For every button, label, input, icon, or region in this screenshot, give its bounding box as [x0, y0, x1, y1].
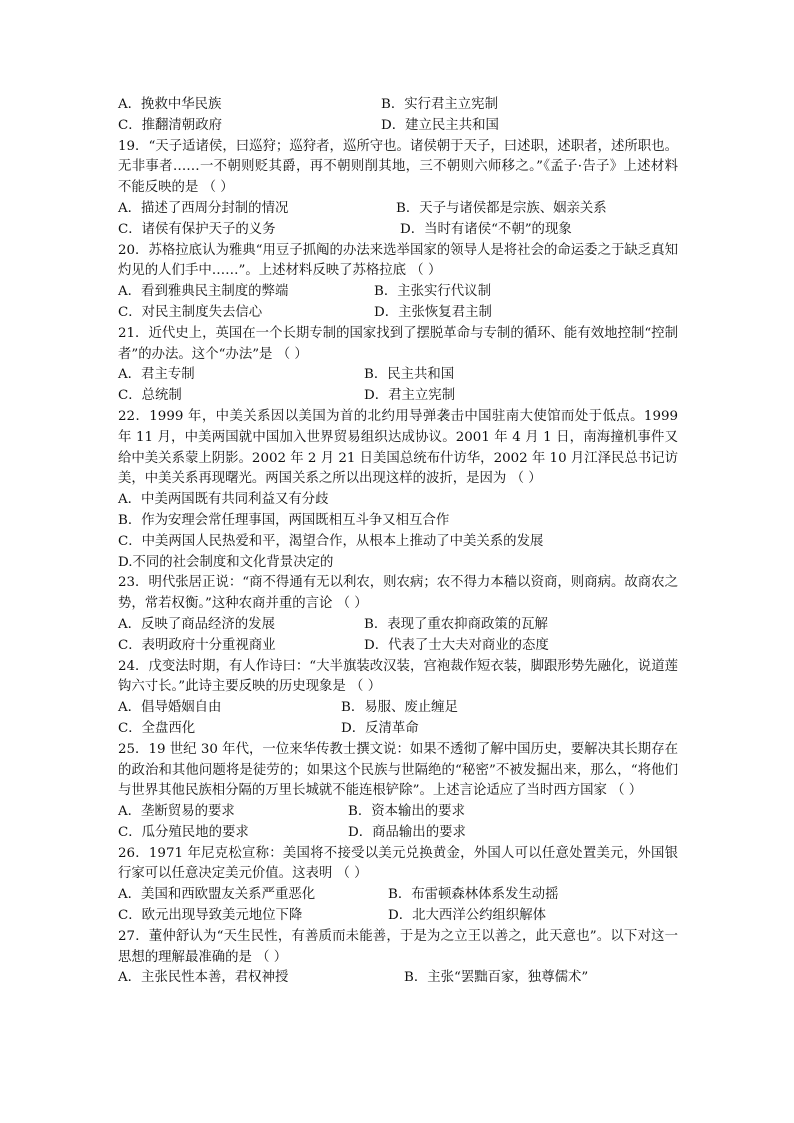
q25-option-d: D．商品输出的要求 [348, 824, 466, 840]
q27-option-a: A．主张民性本善，君权神授 [118, 970, 289, 986]
q21-options-row-2 [118, 386, 678, 407]
q25-option-b: B．资本输出的要求 [348, 804, 465, 820]
q18-option-c: C．推翻清朝政府 [118, 117, 222, 133]
q24-stem: 24．戊变法时期，有人作诗曰：“大半旗装改汉装，宫袍裁作短衣装，脚跟形势先融化，说道莲钩六寸长。”此诗主要反映的历史现象是 （ ） [118, 658, 678, 695]
q26-option-a: A．美国和西欧盟友关系严重恶化 [118, 887, 316, 903]
exam-page [118, 95, 678, 989]
q26-option-b: B．布雷顿森林体系发生动摇 [388, 887, 559, 903]
q27-option-b: B．主张“罢黜百家，独尊儒术” [404, 970, 589, 986]
q20-option-c: C．对民主制度失去信心 [118, 304, 263, 320]
q23-options-row-2 [118, 636, 678, 657]
q22-option-a: A．中美两国既有共同利益又有分歧 [118, 492, 329, 508]
q19-option-d: D．当时有诸侯“不朝”的现象 [400, 221, 572, 237]
q21-option-a: A．君主专制 [118, 367, 195, 383]
q25-options-row-2 [118, 823, 678, 844]
q18-options-row-2 [118, 116, 678, 137]
q25-stem: 25．19 世纪 30 年代，一位来华传教士撰文说：如果不透彻了解中国历史，要解决其长期存在的政治和其他问题将是徒劳的；如果这个民族与世隔绝的“秘密”不被发掘出来，那么，“将他们与世界其他民族相分隔的万里长城就不能连根铲除”。上述言论适应了当时西方国家 （ ） [118, 741, 678, 799]
q19-option-a: A．描述了西周分封制的情况 [118, 200, 289, 216]
q20-options-row-2 [118, 303, 678, 324]
q23-options-row-1 [118, 615, 678, 636]
question-20 [118, 241, 678, 324]
question-23 [118, 573, 678, 656]
q26-stem: 26．1971 年尼克松宣称：美国将不接受以美元兑换黄金，外国人可以任意处置美元，外国银行家可以任意决定美元价值。这表明 （ ） [118, 845, 678, 882]
q23-option-b: B．表现了重农抑商政策的瓦解 [364, 616, 548, 632]
q19-option-b: B．天子与诸侯都是宗族、姻亲关系 [396, 200, 607, 216]
q21-option-b: B．民主共和国 [364, 367, 455, 383]
q22-option-b: B．作为安理会常任理事国，两国既相互斗争又相互合作 [118, 512, 450, 528]
q19-options-row-2 [118, 220, 678, 241]
question-21 [118, 324, 678, 407]
q27-stem: 27．董仲舒认为“天生民性，有善质而未能善，于是为之立王以善之，此天意也”。以下对这一思想的理解最准确的是 （ ） [118, 928, 678, 965]
q20-option-a: A．看到雅典民主制度的弊端 [118, 284, 289, 300]
q20-options-row-1 [118, 282, 678, 303]
question-22 [118, 407, 678, 573]
q19-options-row-1 [118, 199, 678, 220]
q26-options-row-1 [118, 885, 678, 906]
q20-stem: 20．苏格拉底认为雅典“用豆子抓阄的办法来选举国家的领导人是将社会的命运委之于缺乏真知灼见的人们手中……”。上述材料反映了苏格拉底 （ ） [118, 242, 678, 279]
q18-option-b: B．实行君主立宪制 [381, 97, 498, 112]
q23-option-d: D．代表了士大夫对商业的态度 [364, 637, 549, 653]
q23-option-c: C．表明政府十分重视商业 [118, 637, 276, 653]
q24-option-a: A．倡导婚姻自由 [118, 700, 222, 716]
q19-option-c: C．诸侯有保护天子的义务 [118, 221, 276, 237]
q21-option-c: C．总统制 [118, 388, 182, 404]
q24-option-d: D．反清革命 [341, 720, 419, 736]
q22-option-d: D.不同的社会制度和文化背景决定的 [118, 554, 334, 570]
q24-option-b: B．易服、废止缠足 [341, 700, 458, 716]
question-25 [118, 740, 678, 844]
q18-options-row-1 [118, 95, 678, 116]
q26-option-c: C．欧元出现导致美元地位下降 [118, 908, 303, 924]
q24-options-row-1 [118, 698, 678, 719]
q27-options-row-1 [118, 968, 678, 989]
q20-option-b: B．主张实行代议制 [374, 284, 491, 300]
q23-option-a: A．反映了商品经济的发展 [118, 616, 275, 632]
question-24 [118, 657, 678, 740]
q21-options-row-1 [118, 365, 678, 386]
q25-option-a: A．垄断贸易的要求 [118, 804, 235, 820]
q19-stem: 19．“天子适诸侯，曰巡狩；巡狩者，巡所守也。诸侯朝于天子，曰述职，述职者，述所职也。无非事者……一不朝则贬其爵，再不朝则削其地，三不朝则六师移之。”《孟子·告子》上述材料不能反映的是 （ ） [118, 138, 678, 196]
q23-stem: 23．明代张居正说：“商不得通有无以利农，则农病；农不得力本穑以资商，则商病。故商农之势，常若权衡。”这种农商并重的言论 （ ） [118, 575, 678, 612]
question-27 [118, 927, 678, 989]
q22-stem: 22．1999 年，中美关系因以美国为首的北约用导弹袭击中国驻南大使馆而处于低点。1999 年 11 月，中美两国就中国加入世界贸易组织达成协议。2001 年 4 月 1 日，南海撞机事件又给中美关系蒙上阴影。2002 年 2 月 21 日美国总统布什访华，2002 年 10 月江泽民总书记访美，中美关系再现曙光。两国关系之所以出现这样的波折，是因为 （ ） [118, 408, 678, 487]
q24-options-row-2 [118, 719, 678, 740]
q18-option-d: D．建立民主共和国 [381, 117, 499, 133]
q18-option-a: A．挽救中华民族 [118, 97, 222, 112]
q21-stem: 21．近代史上，英国在一个长期专制的国家找到了摆脱革命与专制的循环、能有效地控制“控制者”的办法。这个“办法”是 （ ） [118, 325, 678, 362]
q20-option-d: D．主张恢复君主制 [374, 304, 492, 320]
question-19 [118, 137, 678, 241]
q22-option-c: C．中美两国人民热爱和平，渴望合作，从根本上推动了中美关系的发展 [118, 533, 544, 549]
q26-option-d: D．北大西洋公约组织解体 [388, 908, 547, 924]
q24-option-c: C．全盘西化 [118, 720, 196, 736]
q21-option-d: D．君主立宪制 [364, 388, 456, 404]
question-26 [118, 844, 678, 927]
q26-options-row-2 [118, 906, 678, 927]
q25-options-row-1 [118, 802, 678, 823]
q25-option-c: C．瓜分殖民地的要求 [118, 824, 249, 840]
